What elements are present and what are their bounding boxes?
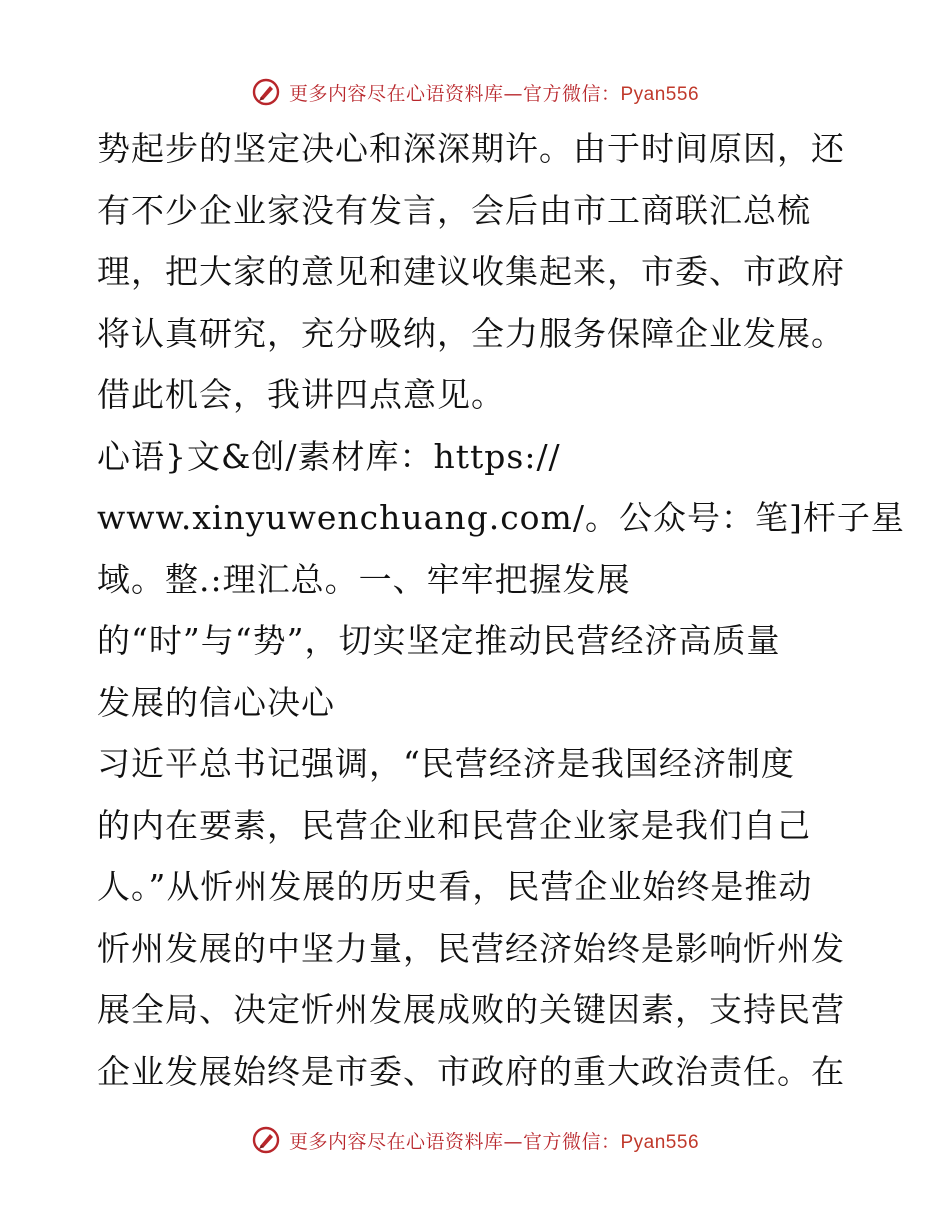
text-line: 忻州发展的中坚力量，民营经济始终是影响忻州发 <box>97 928 845 968</box>
watermark-label: 官方微信： <box>522 82 621 105</box>
text-line: www.xinyuwenchuang.com/。公众号：笔]杆子星 <box>97 498 905 537</box>
text-line: 企业发展始终是市委、市政府的重大政治责任。在 <box>97 1051 845 1091</box>
text-line: 将认真研究，充分吸纳，全力服务保障企业发展。 <box>97 313 845 353</box>
footer-watermark-banner <box>0 1120 950 1160</box>
text-line: 发展的信心决心 <box>97 682 335 722</box>
watermark-slogan: 更多内容尽在心语资料库 <box>288 82 504 105</box>
paragraph-1 <box>97 118 857 426</box>
text-line: 习近平总书记强调，“民营经济是我国经济制度 <box>97 744 795 783</box>
document-body <box>97 118 905 1102</box>
text-line: 有不少企业家没有发言，会后由市工商联汇总梳 <box>97 190 811 230</box>
text-line: 的内在要素，民营企业和民营企业家是我们自己 <box>97 805 811 845</box>
text-line: 域。整.:理汇总。一、牢牢把握发展 <box>97 559 631 599</box>
watermark-text <box>289 1127 699 1154</box>
watermark-account: Pyan556 <box>620 1131 700 1153</box>
text-line: 理，把大家的意见和建议收集起来，市委、市政府 <box>97 252 845 291</box>
watermark-separator: — <box>503 82 523 105</box>
text-line: 心语}文&创/素材库：https:// <box>97 436 561 476</box>
text-line: 的“时”与“势”，切实坚定推动民营经济高质量 <box>97 621 781 660</box>
watermark-text <box>289 79 699 106</box>
paragraph-2 <box>97 426 905 734</box>
text-line: 势起步的坚定决心和深深期许。由于时间原因，还 <box>97 129 845 168</box>
watermark-account: Pyan556 <box>620 83 700 105</box>
watermark-separator: — <box>503 1130 523 1153</box>
pen-logo-icon <box>251 1125 281 1155</box>
watermark-slogan: 更多内容尽在心语资料库 <box>288 1130 504 1153</box>
text-line: 展全局、决定忻州发展成败的关键因素，支持民营 <box>97 990 845 1029</box>
watermark-label: 官方微信： <box>522 1130 621 1153</box>
text-line: 人。”从忻州发展的历史看，民营企业始终是推动 <box>97 867 813 906</box>
header-watermark-banner <box>0 72 950 112</box>
text-line: 借此机会，我讲四点意见。 <box>97 375 505 414</box>
paragraph-3 <box>97 733 857 1102</box>
pen-logo-icon <box>251 77 281 107</box>
